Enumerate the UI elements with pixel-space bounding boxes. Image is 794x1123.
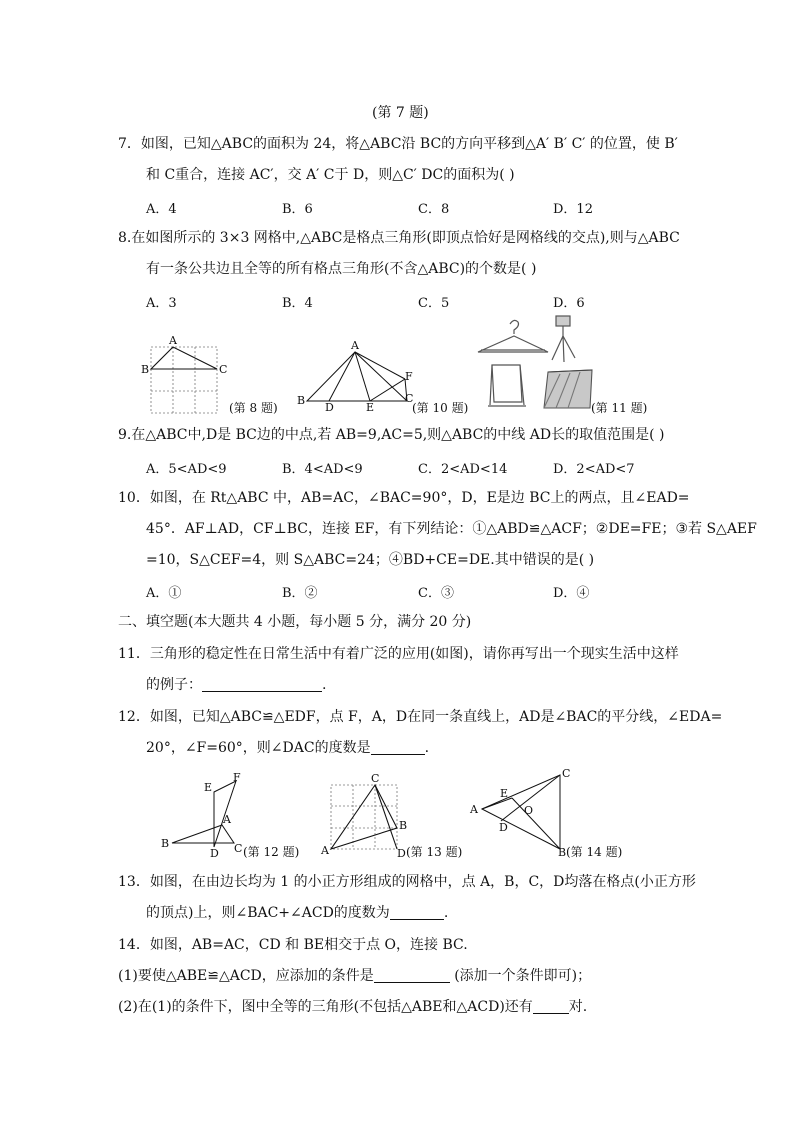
fig14-label-c: C	[562, 767, 571, 780]
figure-13-lines	[331, 785, 397, 849]
figure-13-grid	[331, 785, 397, 849]
water-heater-icon	[544, 370, 592, 408]
fig13-label-c: C	[371, 772, 380, 785]
option-c[interactable]: C．2<AD<14	[418, 462, 508, 477]
q12-text-line2	[146, 739, 429, 757]
fig8-label-c: C	[219, 363, 228, 376]
option-d[interactable]: D．12	[553, 202, 593, 217]
figure-row-2	[0, 765, 794, 865]
q8-text-line2: 有一条公共边且全等的所有格点三角形(不含△ABC)的个数是( )	[146, 261, 537, 277]
option-d[interactable]: D．6	[553, 296, 585, 311]
fig12-label-a: A	[223, 813, 231, 826]
q11-text-line2	[146, 676, 326, 694]
q14-text-line1: 14．如图，AB=AC，CD 和 BE相交于点 O，连接 BC.	[118, 937, 468, 953]
figure-12-caption: (第 12 题)	[243, 845, 300, 859]
fig13-label-a: A	[321, 844, 329, 857]
q9-options	[146, 458, 706, 476]
option-b[interactable]: B．4<AD<9	[282, 462, 363, 477]
fig12-label-e: E	[204, 781, 213, 794]
option-c[interactable]: C．5	[418, 296, 450, 311]
q12-answer-blank[interactable]	[371, 740, 425, 755]
fig10-label-d: D	[325, 401, 334, 414]
fig10-label-b: B	[297, 394, 306, 407]
figure-14-lines	[482, 775, 560, 849]
q8-options	[146, 292, 706, 310]
q14-sub2	[118, 998, 587, 1016]
q13-answer-blank[interactable]	[390, 905, 444, 920]
q14-sub1-note: (添加一个条件即可)；	[454, 968, 592, 984]
figure-10-lines	[307, 352, 407, 401]
fig12-label-b: B	[161, 837, 170, 850]
q14-sub1-prompt: (1)要使△ABE≌△ACD，应添加的条件是	[118, 968, 374, 984]
fig10-label-f: F	[405, 370, 413, 383]
fig14-label-d: D	[499, 821, 508, 834]
fig10-label-c: C	[405, 392, 414, 405]
figure-8-caption: (第 8 题)	[229, 401, 278, 415]
option-b[interactable]: B．6	[282, 202, 313, 217]
figure-10-caption: (第 10 题)	[412, 401, 469, 415]
fig14-label-e: E	[500, 787, 509, 800]
figure-7-caption: (第 7 题)	[372, 105, 429, 121]
q12-end: .	[424, 740, 430, 756]
q11-prompt: 的例子：	[146, 677, 202, 693]
q10-options	[146, 582, 706, 600]
option-c[interactable]: C．③	[418, 586, 454, 601]
option-d[interactable]: D．2<AD<7	[553, 462, 635, 477]
q11-answer-blank[interactable]	[202, 677, 322, 692]
q14-sub2-answer-blank[interactable]	[533, 999, 569, 1014]
fig13-label-d: D	[397, 847, 406, 860]
option-a[interactable]: A．①	[146, 586, 182, 601]
option-d[interactable]: D．④	[553, 586, 590, 601]
figure-row-1	[0, 310, 794, 420]
q13-text-line2	[146, 904, 448, 922]
q7-text-line2: 和 C重合，连接 AC′，交 A′ C于 D，则△C′ DC的面积为( )	[146, 167, 515, 183]
hanger-icon	[478, 320, 548, 352]
fig14-label-o: O	[524, 804, 534, 817]
option-a[interactable]: A．4	[146, 202, 177, 217]
q7-options	[146, 198, 706, 216]
q11-text-line1: 11．三角形的稳定性在日常生活中有着广泛的应用(如图)，请你再写出一个现实生活中这样	[118, 646, 679, 662]
fig14-label-a: A	[470, 803, 478, 816]
section-2-heading: 二、填空题(本大题共 4 小题，每小题 5 分，满分 20 分)	[118, 614, 472, 630]
q14-sub1	[118, 967, 591, 985]
q12-prompt: 20°，∠F=60°，则∠DAC的度数是	[146, 740, 371, 756]
fig12-label-d: D	[210, 847, 219, 860]
tripod-icon	[552, 316, 575, 362]
fig10-label-a: A	[351, 339, 359, 352]
figure-14-caption: (第 14 题)	[566, 845, 623, 859]
fig10-label-e: E	[366, 401, 375, 414]
q13-prompt: 的顶点)上，则∠BAC+∠ACD的度数为	[146, 905, 390, 921]
q7-text-line1: 7．如图，已知△ABC的面积为 24，将△ABC沿 BC的方向平移到△A′ B′ C′ 的位置，使 B′	[118, 136, 678, 152]
folding-stand-icon	[488, 365, 526, 406]
figure-8-grid	[151, 347, 217, 413]
option-c[interactable]: C．8	[418, 202, 450, 217]
figure-13-caption: (第 13 题)	[406, 845, 463, 859]
q12-text-line1: 12．如图，已知△ABC≌△EDF，点 F，A，D在同一条直线上，AD是∠BAC的平分线，∠EDA=	[118, 709, 723, 725]
q14-sub1-answer-blank[interactable]	[374, 968, 450, 983]
fig8-label-b: B	[141, 363, 150, 376]
option-b[interactable]: B．4	[282, 296, 313, 311]
option-a[interactable]: A．3	[146, 296, 177, 311]
q13-text-line1: 13．如图，在由边长均为 1 的小正方形组成的网格中，点 A，B，C，D均落在格点(小正方形	[118, 874, 696, 890]
q8-text-line1: 8.在如图所示的 3×3 网格中,△ABC是格点三角形(即顶点恰好是网格线的交点),则与△ABC	[118, 230, 680, 246]
fig14-label-b: B	[558, 846, 567, 859]
q10-text-line2: 45°．AF⊥AD，CF⊥BC，连接 EF，有下列结论：①△ABD≌△ACF；②DE=FE；③若 S△AEF	[146, 521, 757, 537]
q10-text-line3: =10，S△CEF=4，则 S△ABC=24；④BD+CE=DE.其中错误的是( )	[146, 552, 595, 568]
fig12-label-f: F	[233, 771, 241, 784]
q14-sub2-end: 对.	[568, 999, 588, 1015]
fig12-label-c: C	[234, 842, 243, 855]
q10-text-line1: 10．如图，在 Rt△ABC 中，AB=AC，∠BAC=90°，D，E是边 BC上的两点，且∠EAD=	[118, 490, 690, 506]
option-b[interactable]: B．②	[282, 586, 318, 601]
q11-end: .	[322, 677, 327, 693]
q13-end: .	[443, 905, 449, 921]
figure-11-caption: (第 11 题)	[591, 401, 648, 415]
figure-8-triangle	[151, 347, 217, 369]
fig13-label-b: B	[399, 819, 408, 832]
q9-text-line1: 9.在△ABC中,D是 BC边的中点,若 AB=9,AC=5,则△ABC的中线 AD长的取值范围是( )	[118, 427, 665, 443]
q14-sub2-prompt: (2)在(1)的条件下，图中全等的三角形(不包括△ABE和△ACD)还有	[118, 999, 533, 1015]
option-a[interactable]: A．5<AD<9	[146, 462, 227, 477]
fig8-label-a: A	[169, 334, 177, 347]
